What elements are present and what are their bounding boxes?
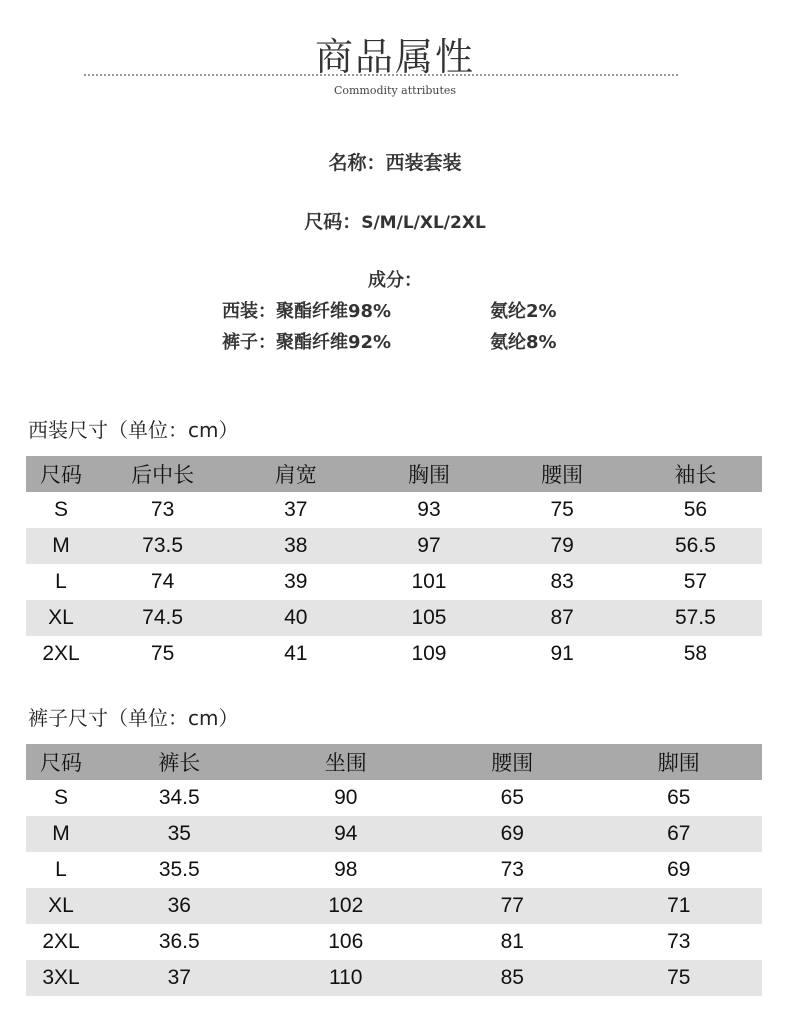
table-cell: 65 [500,786,524,809]
table-cell: 57.5 [674,606,716,629]
table-header-cell: 腰围 [541,464,584,487]
product-name [0,148,790,175]
table-cell: 39 [284,570,308,593]
table-cell: 56.5 [674,534,716,557]
product-name-label: 名称： [328,152,386,174]
table-row [26,528,762,564]
table-cell: 65 [667,786,691,809]
pants-size-table [26,744,762,996]
table-cell: 73.5 [142,534,184,557]
product-size-value: S/M/L/XL/2XL [361,213,486,233]
composition-extra: 氨纶2% [490,301,557,322]
table-cell: 36.5 [158,930,200,953]
table-cell: 93 [417,498,441,521]
table-cell: 91 [550,642,574,665]
table-cell: 101 [411,570,447,593]
table-cell: 83 [550,570,574,593]
table-cell: 2XL [42,642,80,665]
page-subtitle: Commodity attributes [333,84,457,97]
table-header-row [26,456,762,492]
table-header-cell: 胸围 [407,464,450,487]
table-header-cell: 后中长 [131,464,195,487]
product-name-value: 西装套装 [385,152,462,174]
table-row [26,492,762,528]
table-cell: L [55,858,67,881]
table-cell: 69 [667,858,691,881]
table-cell: 3XL [42,966,80,989]
table-cell: 41 [284,642,308,665]
table-header-cell: 尺码 [40,752,82,775]
table-cell: 56 [683,498,708,521]
table-cell: XL [48,606,74,629]
table-row [26,960,762,996]
table-cell: 73 [667,930,691,953]
table-cell: 34.5 [158,786,200,809]
table-cell: 36 [167,894,191,917]
table-header-cell: 肩宽 [274,464,317,487]
table-row [26,816,762,852]
table-cell: S [53,786,68,809]
table-cell: 71 [667,894,691,917]
page-title: 商品属性 [314,35,475,79]
suit-size-table [26,456,762,672]
table-cell: 73 [150,498,175,521]
table-cell: 79 [550,534,574,557]
table-cell: 97 [417,534,441,557]
composition-main: 裤子：聚酯纤维92% [222,332,392,353]
table-row [26,564,762,600]
table-row [26,924,762,960]
table-cell: 81 [500,930,524,953]
table-cell: M [52,822,70,845]
table-row [26,600,762,636]
table-cell: S [53,498,68,521]
composition-label: 成分： [368,270,422,291]
table-cell: 74 [150,570,175,593]
table-header-row [26,744,762,780]
table-cell: 38 [284,534,308,557]
table-cell: 35.5 [158,858,200,881]
product-size [0,207,790,234]
suit-size-title: 西装尺寸（单位：cm） [28,418,239,442]
table-cell: 67 [667,822,691,845]
table-cell: 94 [334,822,358,845]
table-cell: 2XL [42,930,80,953]
product-size-label: 尺码： [304,211,362,233]
composition-row [222,328,557,354]
table-row [26,636,762,672]
dotted-divider [84,74,678,76]
table-cell: 57 [683,570,708,593]
table-header-cell: 裤长 [158,752,201,775]
table-row [26,852,762,888]
table-cell: 90 [334,786,358,809]
table-cell: 40 [284,606,308,629]
table-cell: 75 [150,642,175,665]
table-header-cell: 腰围 [491,752,534,775]
table-cell: 75 [550,498,574,521]
table-cell: 74.5 [142,606,184,629]
table-header-cell: 坐围 [324,752,367,775]
table-cell: 87 [550,606,574,629]
table-cell: L [55,570,67,593]
table-cell: 75 [667,966,691,989]
table-cell: 105 [411,606,447,629]
pants-size-title: 裤子尺寸（单位：cm） [28,706,239,730]
composition-row [222,297,557,323]
table-cell: 69 [500,822,524,845]
table-header-cell: 脚围 [657,752,700,775]
table-header-cell: 袖长 [674,464,717,487]
table-cell: 37 [167,966,191,989]
table-cell: M [52,534,70,557]
table-cell: 98 [334,858,358,881]
table-cell: 77 [500,894,524,917]
table-cell: 106 [328,930,364,953]
table-cell: 58 [683,642,708,665]
table-cell: 102 [328,894,364,917]
table-header-cell: 尺码 [40,464,82,487]
table-cell: 35 [167,822,191,845]
table-row [26,780,762,816]
table-cell: 110 [329,966,363,989]
table-row [26,888,762,924]
composition-extra: 氨纶8% [490,332,557,353]
composition-main: 西装：聚酯纤维98% [222,301,392,322]
table-cell: 73 [500,858,524,881]
table-cell: XL [48,894,74,917]
table-cell: 37 [284,498,308,521]
table-cell: 109 [411,642,447,665]
table-cell: 85 [500,966,524,989]
